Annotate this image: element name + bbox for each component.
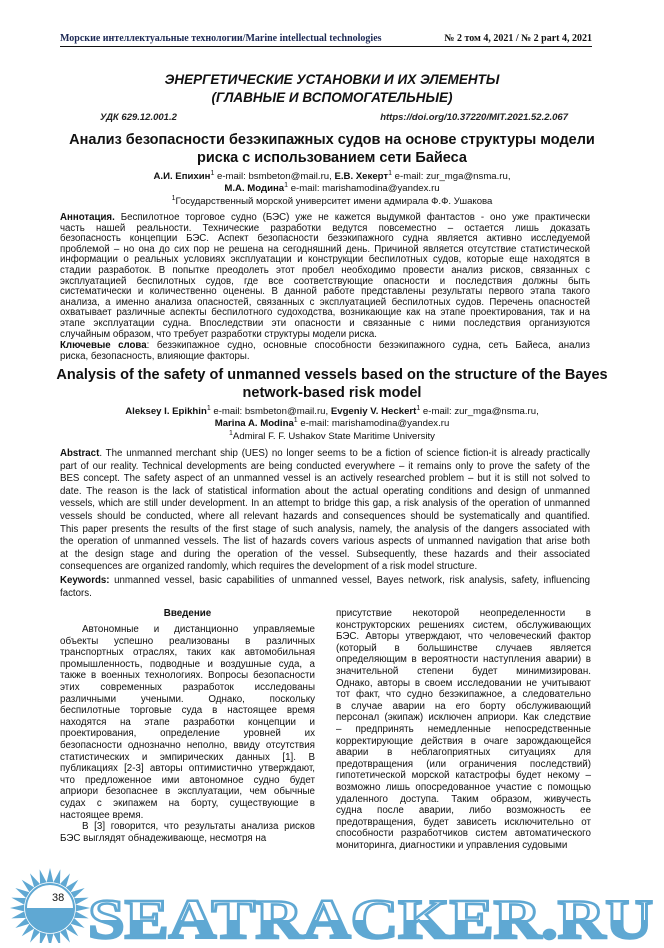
text-line — [336, 736, 591, 748]
line-text: статистических и эмпирических данных [1]. В — [60, 751, 315, 763]
author-name: А.И. Епихин — [153, 171, 211, 182]
watermark-text: SEATRACKER.RU — [88, 889, 653, 943]
line-text: vessels, which are still under development. In an attempt to bridge this gap, a risk analysis of the operation of unmanned — [60, 498, 590, 510]
line-text: Однако, авторы в своем исследовании не учитывают — [336, 677, 591, 689]
line-text: публикациях [2-3] авторы оптимистично утверждают, — [60, 763, 315, 775]
line-text: (который в большинстве случаев является — [336, 642, 591, 654]
affiliation: Admiral F. F. Ushakov State Maritime University — [232, 430, 435, 442]
line-text: промышленность, подводные и воздушные суда, а — [60, 658, 315, 670]
author-email: e-mail: bsmbeton@mail.ru, — [214, 171, 335, 182]
text-line — [60, 670, 315, 682]
en-title — [0, 366, 664, 402]
text-line — [336, 724, 591, 736]
sun-ray — [74, 911, 89, 918]
line-text: персонал (экипаж) исключен априори. Как следствие — [336, 712, 591, 724]
sun-ray — [15, 888, 29, 898]
line-text: априори безопаснее в эксплуатации, чем обычные — [60, 786, 315, 798]
doi-link[interactable]: https://doi.org/10.37220/MIT.2021.52.2.067 — [380, 112, 568, 123]
line-text: различными учеными. Однако, поскольку — [60, 693, 315, 705]
line-text: систематически и количественно оценены. В данной работе представлены результаты первого этапа такого — [60, 286, 590, 298]
text-line — [60, 575, 590, 588]
author-name: Aleksey I. Epikhin — [125, 406, 207, 417]
text-line — [60, 536, 590, 549]
seatracker-watermark — [0, 862, 664, 943]
section-line: ЭНЕРГЕТИЧЕСКИЕ УСТАНОВКИ И ИХ ЭЛЕМЕНТЫ — [164, 72, 500, 87]
line-text: находятся на этапе разработки концепции и — [60, 716, 315, 728]
ru-abstract — [60, 213, 590, 340]
text-line — [60, 647, 315, 659]
sun-ray — [53, 932, 60, 943]
line-text: что предложенное ими автономное судно будет — [60, 774, 315, 786]
line-text: consequences are organized randomly, which requires the development of a risk model structure. — [60, 561, 478, 573]
text-line — [60, 498, 590, 511]
author-name: Е.В. Хекерт — [334, 171, 389, 182]
label: Аннотация. — [60, 212, 115, 223]
line-text: БЭС. Авторы утверждают, что человеческий фактор — [336, 631, 591, 643]
sun-ray — [60, 929, 70, 943]
line-text: unmanned vessel, basic capabilities of unmanned vessel, Bayes network, risk analysis, safety, influencing — [109, 575, 590, 586]
author-email: e-mail: zur_mga@nsma.ru, — [420, 406, 539, 417]
line-text: the operation of unmanned vessels. The list of hazards covers various aspects of unmanned navigation that arise both — [60, 536, 590, 548]
sun-ray — [15, 918, 29, 928]
text-line — [60, 511, 590, 524]
ru-authors — [0, 171, 664, 208]
text-line — [60, 330, 590, 341]
author-email: e-mail: bsmbeton@mail.ru, — [210, 406, 331, 417]
line-text: случайным образом, что требует разработки структуры модели риска. — [60, 328, 377, 340]
sun-ray — [66, 880, 78, 892]
text-line — [60, 740, 315, 752]
en-abstract — [60, 448, 590, 574]
line-text: конструкторских решениях систем, обслуживающих — [336, 619, 591, 631]
line-text: анализа, а именно анализа опасностей, связанных с эксплуатацией беспилотных судов. Перечень опасностей — [60, 296, 590, 308]
line-text: значительной степени будет минимизирован. — [336, 665, 591, 677]
section-heading — [0, 71, 664, 107]
text-line — [60, 752, 315, 764]
sun-ray — [11, 911, 26, 918]
text-line — [336, 689, 591, 701]
line-text: объекты успешно реализованы в различных — [60, 635, 315, 647]
text-line — [336, 620, 591, 632]
line-text: аварии в неблагоприятных ситуациях для — [336, 747, 591, 759]
text-line — [60, 636, 315, 648]
text-line — [60, 682, 315, 694]
sun-ray — [10, 905, 24, 912]
author-email: e-mail: zur_mga@nsma.ru, — [392, 171, 511, 182]
text-line — [336, 840, 591, 852]
label: Abstract — [60, 448, 100, 459]
line-text: судна после аварии, либо возможность ее — [336, 805, 591, 817]
line-text: гипотетической морской катастрофы будет некому – — [336, 770, 591, 782]
text-line — [336, 701, 591, 713]
sun-ray — [71, 888, 85, 898]
line-text: также в военных технологиях. Вопросы безопасности — [60, 670, 315, 682]
text-line — [336, 828, 591, 840]
line-text: стадии разработок. В попытке преодолеть этот пробел необходимо провести анализ рисков, связанных с — [60, 264, 590, 276]
text-line — [336, 608, 591, 620]
sun-ray — [66, 924, 78, 936]
text-line — [60, 659, 315, 671]
label: Ключевые слова — [60, 340, 147, 351]
text-line — [60, 486, 590, 499]
journal-name: Морские интеллектуальные технологии/Marine intellectual technologies — [60, 33, 382, 44]
line-text: этих современных разработок исследованы — [60, 681, 315, 693]
text-line — [60, 798, 315, 810]
sun-ray — [40, 869, 47, 884]
line-text: информации о реальных условиях эксплуатации и конструкции беспилотных судов, которые еще находятся в — [60, 254, 590, 266]
author-email: e-mail: marishamodina@yandex.ru — [288, 183, 440, 195]
text-line — [60, 448, 590, 461]
line-text: БЭС выглядят обнадеживающе, несмотря на — [60, 832, 267, 844]
text-line — [60, 763, 315, 775]
author-email: e-mail: marishamodina@yandex.ru — [297, 418, 450, 430]
line-text: безопасности однозначно неполно, ввиду отсутствия — [60, 739, 315, 751]
sun-ray — [22, 880, 34, 892]
line-text: part of our reality. Technical developments are being conducted everywhere – it remains only to prove the safety of the — [60, 460, 590, 472]
affiliation: Государственный морской университет имени адмирала Ф.Ф. Ушакова — [175, 195, 493, 207]
line-text: factors. — [60, 587, 92, 599]
line-text: способности разработчиков систем автоматического — [336, 828, 591, 840]
udk-code: УДК 629.12.001.2 — [100, 112, 177, 123]
author-name: М.А. Модина — [224, 183, 285, 195]
line-text: удаленного доступа. Таким образом, живучесть — [336, 793, 591, 805]
intro-right-column — [336, 608, 591, 851]
line-text: Беспилотное торговое судно (БЭС) уже не кажется выдумкой фантастов - оно уже практически — [114, 212, 590, 223]
text-line — [336, 631, 591, 643]
sun-ray — [74, 898, 89, 905]
text-line — [336, 782, 591, 794]
text-line — [60, 473, 590, 486]
label: Keywords: — [60, 575, 110, 586]
line-text: Автономные и дистанционно управляемые — [82, 624, 315, 635]
title-line: Analysis of the safety of unmanned vessels based on the structure of the Bayes — [56, 367, 608, 383]
line-text: BES concept. The safety aspect of an unmanned vessel is an actively researched problem – but it is still not solved to — [60, 473, 590, 485]
text-line — [336, 747, 591, 759]
sun-ray — [30, 873, 40, 887]
affil-sup: 1 — [210, 169, 215, 177]
text-line — [60, 524, 590, 537]
text-line — [336, 678, 591, 690]
en-keywords — [60, 575, 590, 600]
text-line — [60, 694, 315, 706]
issue-info: № 2 том 4, 2021 / № 2 part 4, 2021 — [444, 33, 592, 44]
line-text: мониторинга, диагностики и управления судовыми — [336, 839, 568, 851]
text-line — [336, 666, 591, 678]
text-line — [336, 794, 591, 806]
line-text: проблемой – но она до сих пор не решена на сегодняшний день. Причиной является отсутствие статистической — [60, 243, 590, 255]
title-line: риска с использованием сети Байеса — [197, 150, 467, 166]
sun-ray — [30, 929, 40, 943]
sun-ray — [11, 898, 26, 905]
text-line — [60, 705, 315, 717]
line-text: date. The reason is the lack of statistical information about the actual operating conditions and design of unmanned — [60, 485, 590, 497]
text-line — [60, 810, 315, 822]
title-line: Анализ безопасности безэкипажных судов на основе структуры модели — [69, 132, 595, 148]
sun-ray — [22, 924, 34, 936]
ru-keywords — [60, 341, 590, 362]
en-authors — [0, 406, 664, 443]
line-text: предотвращения (или ограничения последствий) — [336, 758, 591, 770]
affil-sup: 1 — [171, 194, 176, 202]
running-header — [60, 33, 592, 47]
sun-ray — [53, 869, 60, 884]
sun-ray — [60, 873, 70, 887]
sun-logo-icon — [0, 862, 664, 943]
line-text: корректирующие действия в очаге зарождающейся — [336, 735, 591, 747]
line-text: . The unmanned merchant ship (UES) no longer seems to be a fiction of science fiction-it is already practically — [99, 448, 590, 459]
text-line — [60, 717, 315, 729]
text-line — [336, 805, 591, 817]
line-text: эксплуатацией беспилотных судов, где все соответствующие опасности и последствия должны быть — [60, 275, 590, 287]
text-line — [336, 817, 591, 829]
line-text: беспилотные торговые суда в настоящее время — [60, 705, 315, 717]
text-line — [336, 643, 591, 655]
text-line — [60, 352, 590, 363]
text-line — [336, 759, 591, 771]
line-text: возможно лишь опосредованное участие с помощью — [336, 781, 591, 793]
line-text: риска, безопасность, влияющие факторы. — [60, 350, 250, 362]
affil-sup: 1 — [206, 404, 211, 412]
text-line — [60, 461, 590, 474]
text-line — [60, 728, 315, 740]
line-text: проектирования, определение уровней их — [60, 728, 315, 740]
line-text: этапе эксплуатации судна. Впоследствии эти опасности и связанные с ними последствия организуются — [60, 317, 590, 329]
text-line — [336, 712, 591, 724]
sun-ray — [40, 932, 47, 943]
text-line — [336, 770, 591, 782]
affil-sup: 1 — [416, 404, 421, 412]
intro-left-column — [60, 624, 315, 844]
text-line — [60, 624, 315, 636]
line-text: This paper presents the results of the first stage of such analysis, namely, the analysis of the dangers associated with — [60, 523, 590, 535]
line-text: охватывает различные аспекты беспилотного судоходства, возникающие как на этапе проектирования, так и на — [60, 307, 590, 319]
line-text: настоящее время. — [60, 809, 144, 821]
ru-title — [0, 131, 664, 167]
line-text: безопасность концепции БЭС. Аспект безопасности безэкипажного судна является активно исследуемой — [60, 233, 590, 245]
line-text: определяющим в вероятности наступления аварии) в — [336, 654, 591, 666]
text-line — [60, 833, 315, 845]
line-text: at the design stage and during the operation of the vessel. Subsequently, these hazards and their associated — [60, 548, 590, 560]
affil-sup: 1 — [293, 417, 298, 425]
line-text: часть нашей реальности. Технические разработки ведутся повсеместно – остается лишь доказать — [60, 222, 590, 234]
line-text: судах с экипажем на борту, существующие в — [60, 797, 315, 809]
intro-heading: Введение — [163, 608, 212, 619]
line-text: : безэкипажное судно, основные способности безэкипажного судна, сеть Байеса, анализ — [146, 340, 590, 351]
line-text: в случае аварии на его борту обслуживающий — [336, 700, 591, 712]
line-text: присутствие некоторой неопределенности в — [336, 608, 591, 619]
author-name: Evgeniy V. Heckert — [330, 406, 417, 417]
line-text: – предпринять немедленные непосредственные — [336, 723, 591, 735]
title-line: network-based risk model — [242, 385, 422, 401]
affil-sup: 1 — [229, 429, 233, 437]
text-line — [60, 549, 590, 562]
sun-ray — [47, 868, 54, 882]
text-line — [60, 588, 590, 601]
text-line — [336, 654, 591, 666]
affil-sup: 1 — [388, 169, 392, 177]
affil-sup: 1 — [284, 182, 289, 190]
line-text: тот факт, что судно безэкипажное, а следовательно — [336, 689, 591, 701]
line-text: предотвращения, будет зависеть исключительно от — [336, 816, 591, 828]
line-text: vessels should be conducted, where all relevant hazards and consequences should be systematically and quantified. — [60, 510, 590, 522]
text-line — [60, 786, 315, 798]
line-text: транспортных отраслях, таких как автомобильная — [60, 647, 315, 659]
sun-ray — [47, 934, 54, 943]
text-line — [60, 561, 590, 574]
text-line — [60, 775, 315, 787]
section-line: (ГЛАВНЫЕ И ВСПОМОГАТЕЛЬНЫЕ) — [211, 90, 453, 105]
line-text: В [3] говорится, что результаты анализа рисков — [82, 821, 315, 833]
sun-ray — [71, 918, 85, 928]
text-line — [60, 821, 315, 833]
author-name: Marina A. Modina — [214, 418, 294, 430]
page-number: 38 — [52, 892, 65, 904]
